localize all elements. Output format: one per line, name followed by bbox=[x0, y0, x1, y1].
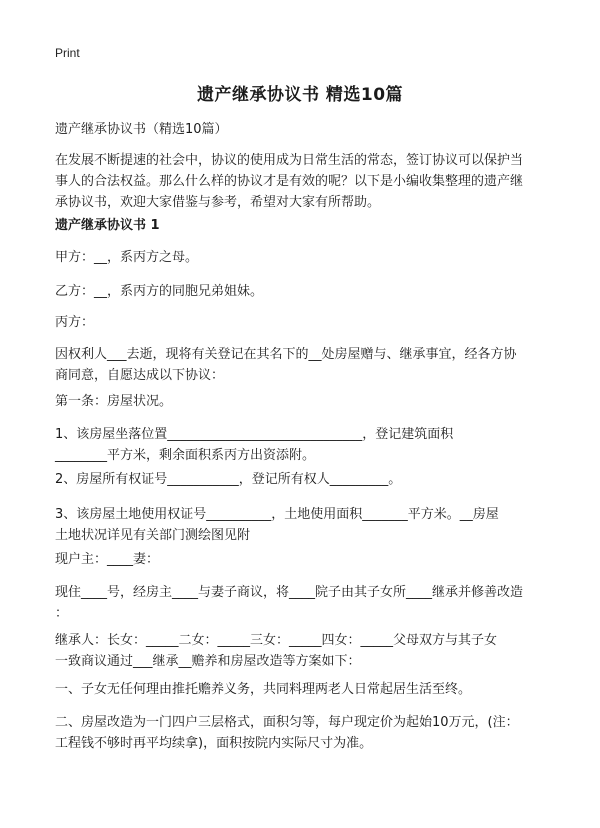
intro-line: 承协议书，欢迎大家借鉴与参考，希望对大家有所帮助。 bbox=[55, 195, 381, 210]
owner-line: 现户主：____妻： bbox=[55, 552, 160, 567]
item-3 bbox=[55, 504, 545, 546]
item-1-line: ________平方米，剩余面积系丙方出资添附。 bbox=[55, 448, 316, 463]
renovation-paragraph bbox=[55, 582, 545, 624]
page-title: 遗产继承协议书 精选10篇 bbox=[196, 85, 404, 105]
clause-2-line: 工程钱不够时再平均续拿)，面积按院内实际尺寸为准。 bbox=[55, 736, 373, 751]
renovation-line: ： bbox=[55, 606, 69, 621]
party-a: 甲方：__，系丙方之母。 bbox=[55, 250, 199, 265]
item-1-line: 1、该房屋坐落位置______________________________，登记建筑面积 bbox=[55, 427, 454, 442]
intro-line: 事人的合法权益。那么什么样的协议才是有效的呢？以下是小编收集整理的遗产继 bbox=[55, 174, 524, 189]
clause-2 bbox=[55, 712, 545, 754]
document-subtitle: 遗产继承协议书（精选10篇） bbox=[55, 122, 228, 137]
intro-paragraph bbox=[55, 150, 545, 213]
item-1 bbox=[55, 424, 545, 466]
clause-2-line: 二、房屋改造为一门四户三层格式，面积匀等，每户现定价为起始10万元，(注： bbox=[55, 715, 519, 730]
heirs-line: 继承人：长女：_____二女：_____三女：_____四女：_____父母双方与其子女 bbox=[55, 633, 498, 648]
section-heading: 遗产继承协议书 1 bbox=[55, 218, 160, 233]
reason-paragraph bbox=[55, 344, 545, 386]
item-3-line: 土地状况详见有关部门测绘图见附 bbox=[55, 528, 251, 543]
heirs-paragraph bbox=[55, 630, 545, 672]
reason-line: 因权利人___去逝，现将有关登记在其名下的__处房屋赠与、继承事宜，经各方协 bbox=[55, 347, 517, 362]
party-b: 乙方：__，系丙方的同胞兄弟姐妹。 bbox=[55, 284, 264, 299]
renovation-line: 现住____号，经房主____与妻子商议，将____院子由其子女所____继承并修善改造 bbox=[55, 585, 524, 600]
article-1: 第一条：房屋状况。 bbox=[55, 394, 173, 409]
reason-line: 商同意，自愿达成以下协议： bbox=[55, 368, 225, 383]
heirs-line: 一致商议通过___继承__赡养和房屋改造等方案如下： bbox=[55, 654, 361, 669]
item-2: 2、房屋所有权证号___________，登记所有权人_________。 bbox=[55, 472, 402, 487]
print-link[interactable]: Print bbox=[55, 46, 80, 60]
party-c: 丙方： bbox=[55, 315, 95, 330]
clause-1: 一、子女无任何理由推托赡养义务，共同料理两老人日常起居生活至终。 bbox=[55, 682, 472, 697]
intro-line: 在发展不断提速的社会中，协议的使用成为日常生活的常态，签订协议可以保护当 bbox=[55, 153, 524, 168]
item-3-line: 3、该房屋土地使用权证号__________，土地使用面积_______平方米。__房屋 bbox=[55, 507, 499, 522]
